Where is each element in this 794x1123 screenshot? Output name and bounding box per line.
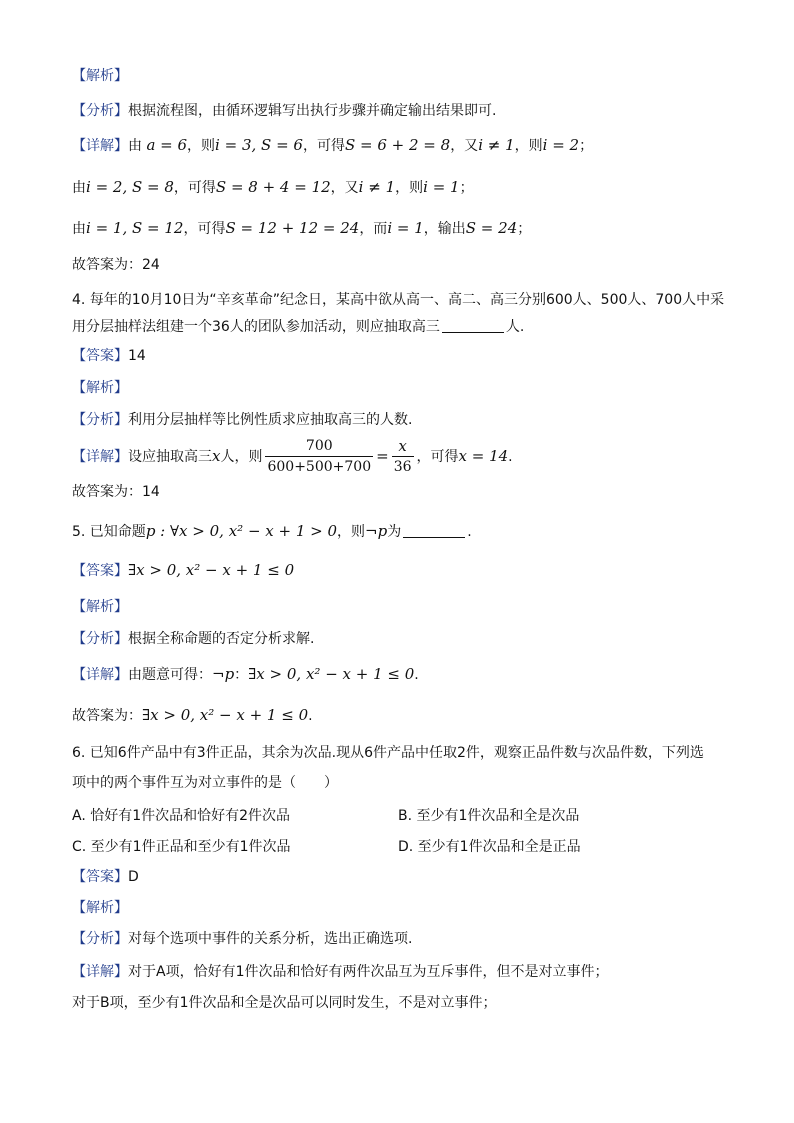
math-expr: ∃x > 0, x² − x + 1 ≤ 0 [248,665,415,683]
text: ，则 [337,524,366,540]
math-expr: p : ∀x > 0, x² − x + 1 > 0 [145,522,338,540]
text: . [467,524,472,540]
text: 为 [387,524,402,540]
q4-xiangjie [72,436,513,477]
text: ，可得 [183,221,226,237]
fraction [265,438,373,476]
q6-xiangjie-line1 [72,962,608,982]
text: 人，则 [220,449,263,465]
text: . [508,449,513,465]
text: ： [234,667,249,683]
fraction-numerator: x [398,437,407,455]
q6-xiangjie-line2: 对于B项，至少有1件次品和全是次品可以同时发生，不是对立事件； [72,995,497,1011]
q6-xiangjie-text1: 对于A项，恰好有1件次品和恰好有两件次品互为互斥事件，但不是对立事件； [128,964,609,980]
math-expr: i = 1 [423,178,460,196]
q3-step3 [72,218,531,239]
q3-fenxi [72,101,496,121]
fraction-numerator: 700 [305,438,333,454]
daan-tag: 【答案】 [72,563,128,579]
math-expr: ¬p [212,665,235,683]
math-expr: S = 6 + 2 = 8 [344,136,451,154]
text: ，则 [187,138,216,154]
text: ，则 [395,180,424,196]
q3-step1 [72,135,593,156]
text: . [308,708,313,724]
q6-fenxi-text: 对每个选项中事件的关系分析，选出正确选项. [128,931,413,947]
q5-fenxi [72,629,314,649]
text: 用分层抽样法组建一个36人的团队参加活动，则应抽取高三 [72,319,440,335]
math-expr: S = 12 + 12 = 24 [225,219,360,237]
q6-question-line1: 6. 已知6件产品中有3件正品，其余为次品.现从6件产品中任取2件，观察正品件数与次品件数，下列选 [72,745,704,761]
q3-step2 [72,177,474,198]
xiangjie-tag: 【详解】 [72,449,128,465]
text: 由题意可得： [128,667,212,683]
q5-question [72,521,472,542]
q3-fenxi-text: 根据流程图，由循环逻辑写出执行步骤并确定输出结果即可. [128,103,497,119]
xiangjie-tag: 【详解】 [72,138,128,154]
q5-fenxi-text: 根据全称命题的否定分析求解. [128,631,315,647]
q4-question-line1: 4. 每年的10月10日为“辛亥革命”纪念日，某高中欲从高一、高二、高三分别600人、500人、700人中采 [72,292,725,308]
text: ； [459,180,474,196]
q4-daan-value: 14 [128,348,146,364]
math-expr: i = 1 [387,219,424,237]
text: ，输出 [423,221,466,237]
q3-answer: 故答案为：24 [72,257,160,273]
text: 5. 已知命题 [72,524,146,540]
text: ，可得 [416,449,459,465]
q5-answer [72,705,313,726]
math-expr: i = 3, S = 6 [215,136,303,154]
math-expr: x = 14 [458,447,509,465]
text: 设应抽取高三 [128,449,212,465]
math-expr: ∃x > 0, x² − x + 1 ≤ 0 [142,706,309,724]
q4-daan [72,346,146,366]
math-expr: S = 24 [465,219,518,237]
daan-tag: 【答案】 [72,869,128,885]
option-d: D. 至少有1件次品和全是正品 [398,839,581,855]
q4-fenxi-text: 利用分层抽样等比例性质求应抽取高三的人数. [128,412,413,428]
fraction [392,438,414,476]
math-expr: i = 2, S = 8 [86,178,174,196]
text: 由 [72,221,86,237]
q5-daan-value: ∃x > 0, x² − x + 1 ≤ 0 [128,561,295,579]
xiangjie-tag: 【详解】 [72,667,128,683]
text: 故答案为： [72,708,142,724]
math-var: x [212,447,221,465]
q5-xiangjie [72,664,419,685]
q6-daan [72,867,139,887]
fraction-denominator: 600+500+700 [265,456,373,476]
fenxi-tag: 【分析】 [72,103,128,119]
text: . [414,667,419,683]
fenxi-tag: 【分析】 [72,631,128,647]
q6-daan-value: D [128,869,139,885]
text: ，可得 [302,138,345,154]
equals-sign: = [376,447,389,465]
q6-question-line2: 项中的两个事件互为对立事件的是（ ） [72,775,338,791]
text: ，而 [359,221,388,237]
text: 人. [505,319,525,335]
answer-blank [442,318,504,333]
text: ，又 [330,180,359,196]
q6-fenxi [72,929,412,949]
text: ，可得 [173,180,216,196]
math-expr: i ≠ 1 [478,136,515,154]
q4-answer: 故答案为：14 [72,484,160,500]
math-expr: ¬p [365,522,388,540]
q6-jiexi-heading: 【解析】 [72,900,128,916]
math-expr: a = 6 [146,136,188,154]
math-expr: i ≠ 1 [358,178,396,196]
text: ，则 [514,138,543,154]
answer-blank [403,523,465,538]
q5-daan [72,560,294,581]
text: ，又 [450,138,479,154]
q4-fenxi [72,410,412,430]
q3-jiexi-heading: 【解析】 [72,68,128,84]
q5-jiexi-heading: 【解析】 [72,599,128,615]
daan-tag: 【答案】 [72,348,128,364]
xiangjie-tag: 【详解】 [72,964,128,980]
q4-question-line2 [72,317,524,337]
q4-jiexi-heading: 【解析】 [72,380,128,396]
fenxi-tag: 【分析】 [72,412,128,428]
fenxi-tag: 【分析】 [72,931,128,947]
text: ； [579,138,594,154]
text: 由 [72,180,86,196]
option-b: B. 至少有1件次品和全是次品 [398,808,580,824]
math-expr: S = 8 + 4 = 12 [215,178,331,196]
math-expr: i = 1, S = 12 [86,219,184,237]
option-c: C. 至少有1件正品和至少有1件次品 [72,839,291,855]
math-expr: i = 2 [542,136,580,154]
fraction-denominator: 36 [392,456,414,476]
text: 由 [128,138,142,154]
text: ； [517,221,532,237]
option-a: A. 恰好有1件次品和恰好有2件次品 [72,808,291,824]
